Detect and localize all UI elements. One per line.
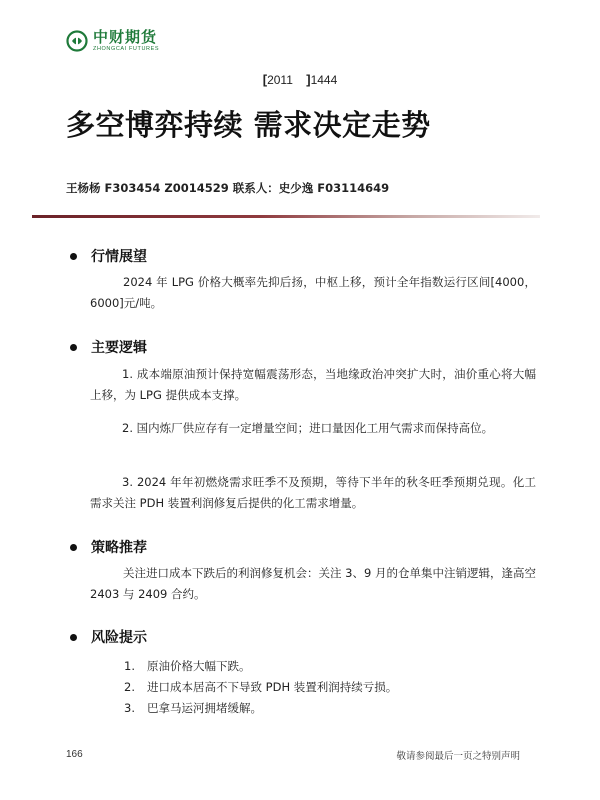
risk-item — [124, 677, 397, 698]
footer-disclaimer: 敬请参阅最后一页之特别声明 — [396, 751, 520, 762]
section-heading-strategy — [68, 537, 147, 557]
market-outlook-text: 2024 年 LPG 价格大概率先抑后扬，中枢上移，预计全年指数运行区间[4000，6000]元/吨。 — [90, 275, 536, 310]
logic-point-1: 1. 成本端原油预计保持宽幅震荡形态，当地缘政治冲突扩大时，油价重心将大幅上移，为 LPG 提供成本支撑。 — [90, 367, 536, 402]
report-bracket-close: ] — [306, 72, 311, 87]
bullet-icon — [70, 544, 77, 551]
logo-name-cn: 中财期货 — [93, 28, 158, 46]
risk-item-number: 2. — [124, 680, 135, 694]
report-title: 多空博弈持续 需求决定走势 — [66, 108, 431, 142]
strategy-text: 关注进口成本下跌后的利润修复机会：关注 3、9 月的仓单集中注销逻辑，逢高空 2403 与 2409 合约。 — [90, 566, 536, 601]
section-heading-risk — [68, 627, 147, 647]
report-bracket-open: [ — [262, 72, 268, 87]
logic-point-2: 2. 国内炼厂供应存有一定增量空间；进口量因化工用气需求而保持高位。 — [122, 421, 494, 435]
risk-item-text: 巴拿马运河拥堵缓解。 — [147, 701, 262, 715]
section-heading-strategy-label: 策略推荐 — [91, 540, 147, 556]
report-number — [0, 72, 600, 87]
bullet-icon — [70, 634, 77, 641]
author-line: 王杨杨 F303454 Z0014529 联系人：史少逸 F03114649 — [66, 181, 390, 195]
section-heading-logic — [68, 337, 147, 357]
header-divider — [32, 215, 540, 218]
risk-item-number: 1. — [124, 659, 135, 673]
risk-item-text: 进口成本居高不下导致 PDH 装置利润持续亏损。 — [147, 680, 398, 694]
page-number: 166 — [66, 749, 83, 760]
logo-emblem-icon — [66, 30, 88, 52]
section-heading-logic-label: 主要逻辑 — [91, 340, 147, 356]
bullet-icon — [70, 344, 77, 351]
logic-point-3: 3. 2024 年年初燃烧需求旺季不及预期，等待下半年的秋冬旺季预期兑现。化工需求关注 PDH 装置利润修复后提供的化工需求增量。 — [90, 475, 536, 510]
bullet-icon — [70, 253, 77, 260]
company-logo — [66, 30, 159, 53]
logo-name-en: ZHONGCAI FUTURES — [93, 46, 160, 52]
section-heading-market-label: 行情展望 — [91, 249, 147, 265]
report-year: 2011 — [267, 73, 293, 87]
risk-item-number: 3. — [124, 701, 135, 715]
risk-item — [124, 698, 397, 719]
risk-item-text: 原油价格大幅下跌。 — [147, 659, 251, 673]
risk-list — [124, 656, 397, 719]
section-heading-market — [68, 246, 147, 266]
report-serial: 1444 — [310, 73, 338, 87]
section-heading-risk-label: 风险提示 — [91, 630, 147, 646]
risk-item — [124, 656, 397, 677]
